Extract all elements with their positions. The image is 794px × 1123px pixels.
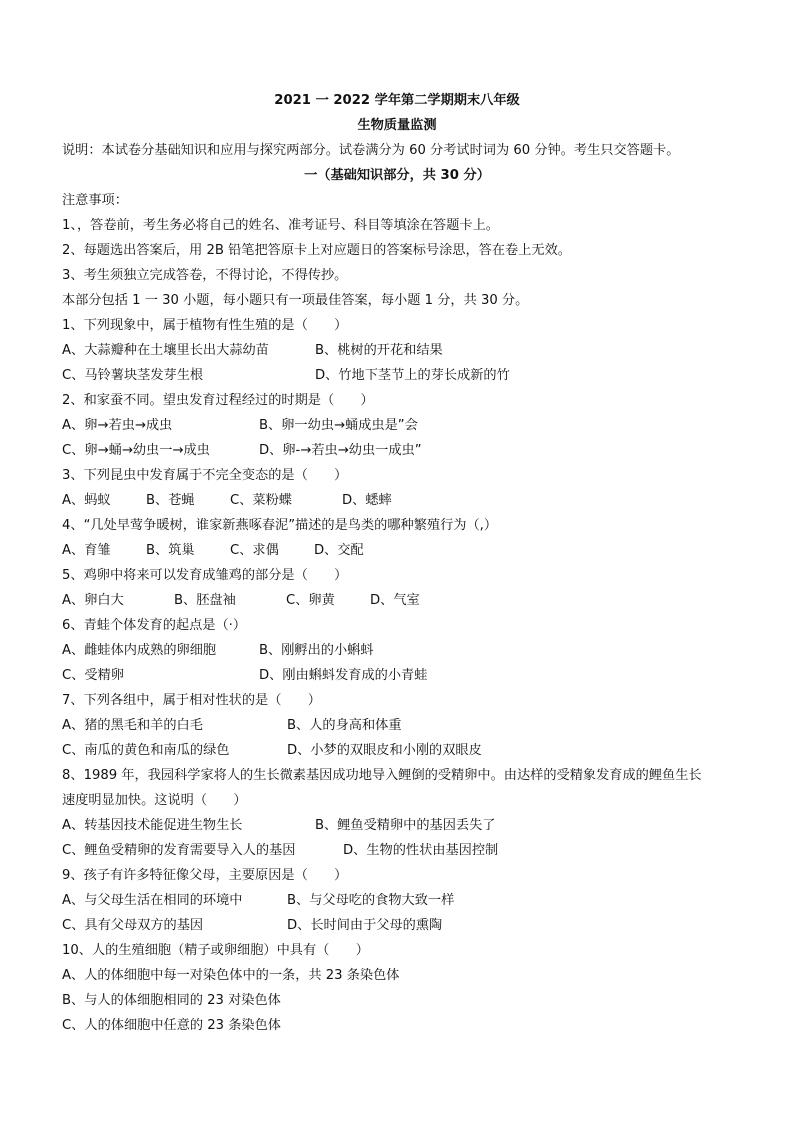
option-row [62,816,495,836]
option-a: A、卵白大 [62,593,124,608]
option-row [62,891,454,911]
option-row [62,741,482,761]
question-stem-continued: 速度明显加快。这说明（ ） [62,793,247,808]
option-row [62,666,427,686]
notes-heading: 注意事项： [62,193,128,208]
option-row [62,416,418,436]
option-c: C、南瓜的黄色和南瓜的绿色 [62,743,230,758]
option-row [62,591,420,611]
question-stem: 8、1989 年，我园科学家将人的生长微素基因成功地导入鲤倒的受精卵中。由达样的受精象发育成的鲤鱼生长 [62,768,702,783]
option-b: B、筑巢 [146,543,195,558]
option-a: A、雌蛙体内成熟的卵细胞 [62,643,217,658]
option-a: A、蚂蚁 [62,493,111,508]
option-row [62,716,402,736]
exam-title: 2021 一 2022 学年第二学期期末八年级 [274,93,520,108]
option-c: C、鲤鱼受精卵的发育需要导入人的基因 [62,843,296,858]
option-c: C、求偶 [230,543,279,558]
option-b: B、桃树的开花和结果 [315,343,443,358]
option-d: D、卵-→若虫→幼虫一成虫” [259,443,422,458]
question-stem: 6、青蛙个体发育的起点是（·） [62,618,247,633]
note-item: 3、考生须独立完成答卷，不得讨论，不得传抄。 [62,268,348,283]
option-a: A、卵→若虫→成虫 [62,418,173,433]
exam-instructions: 说明：本试卷分基础知识和应用与探究两部分。试卷满分为 60 分考试时词为 60 分钟。考生只交答题卡。 [62,143,680,158]
option-d: D、小梦的双眼皮和小刚的双眼皮 [287,743,482,758]
question-stem: 1、下列现象中，属于植物有性生殖的是（ ） [62,318,348,333]
option-row [62,491,392,511]
option-row [62,366,510,386]
option-a: A、大蒜瓣种在土壤里长出大蒜幼苗 [62,343,269,358]
option-a: A、育雏 [62,543,111,558]
option-d: D、气室 [370,593,420,608]
option-b: B、苍蝇 [146,493,195,508]
option-b: B、刚孵出的小蝌蚪 [259,643,374,658]
note-item: 2、每题选出答案后，用 2B 铅笔把答原卡上对应题日的答案标号涂思，答在卷上无效。 [62,243,571,258]
option-a: A、猪的黑毛和羊的白毛 [62,718,203,733]
option-row [62,841,498,861]
option-d: D、竹地下茎节上的芽长成新的竹 [315,368,510,383]
option-d: D、长时间由于父母的熏陶 [287,918,443,933]
option-c: C、菜粉蝶 [230,493,292,508]
option-d: D、蟋蟀 [342,493,392,508]
option-row [62,641,374,661]
exam-subtitle: 生物质量监测 [357,118,437,133]
question-stem: 10、人的生殖细胞（精子或卵细胞）中具有（ ） [62,943,369,958]
option-row [62,441,422,461]
option-d: D、刚由蝌蚪发育成的小青蛙 [259,668,428,683]
question-stem: 4、“几处早莺争暖树，谁家新燕啄春泥”描述的是鸟类的哪种繁殖行为（,） [62,518,498,533]
option-a: A、转基因技术能促进生物生长 [62,818,243,833]
note-item: 1、，答卷前，考生务必将自己的姓名、准考证号、科目等填涂在答题卡上。 [62,218,499,233]
option-b: B、卵一幼虫→蛹成虫是”会 [259,418,418,433]
option-c: C、卵黄 [286,593,335,608]
option-b: B、胚盘袖 [174,593,236,608]
option-row [62,916,442,936]
option-c: C、马铃薯块茎发芽生根 [62,368,204,383]
section-title: 一（基础知识部分，共 30 分） [304,168,490,183]
option-c: C、人的体细胞中任意的 23 条染色体 [62,1018,281,1033]
option-d: D、交配 [314,543,364,558]
option-b: B、与父母吃的食物大致一样 [287,893,455,908]
option-row [62,541,364,561]
scope-statement: 本部分包括 1 一 30 小题，每小题只有一项最佳答案，每小题 1 分，共 30 分。 [62,293,529,308]
option-a: A、人的体细胞中每一对染色体中的一条，共 23 条染色体 [62,968,400,983]
option-c: C、具有父母双方的基因 [62,918,204,933]
option-a: A、与父母生活在相同的环境中 [62,893,243,908]
question-stem: 9、孩子有许多特征像父母，主要原因是（ ） [62,868,348,883]
option-d: D、生物的性状由基因控制 [343,843,499,858]
option-c: C、受精卵 [62,668,124,683]
question-stem: 2、和家蚕不同。望虫发育过程经过的时期是（ ） [62,393,374,408]
option-b: B、人的身高和体重 [287,718,402,733]
question-stem: 3、下列昆虫中发育属于不完全变态的是（ ） [62,468,348,483]
option-row [62,341,443,361]
question-stem: 7、下列各组中，属于相对性状的是（ ） [62,693,321,708]
option-b: B、鲤鱼受精卵中的基因丢失了 [315,818,496,833]
option-c: C、卵→蛹→幼虫一→成虫 [62,443,210,458]
option-b: B、与人的体细胞相同的 23 对染色体 [62,993,281,1008]
question-stem: 5、鸡卵中将来可以发育成雏鸡的部分是（ ） [62,568,348,583]
